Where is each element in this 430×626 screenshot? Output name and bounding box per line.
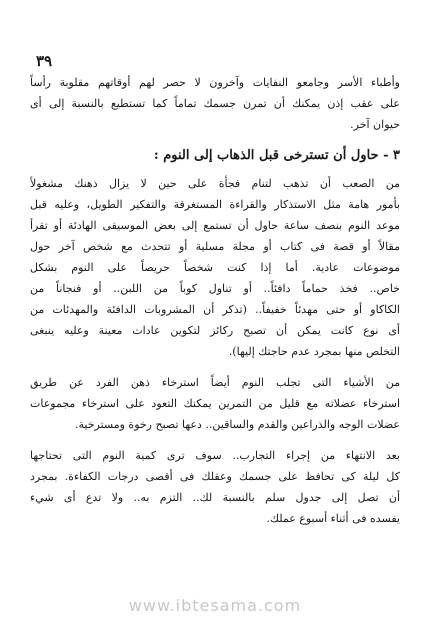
text-line: عضلات الوجه والذراعين والقدم والساقين.. دعها تصبح رخوة ومسترخية. (75, 418, 400, 431)
text-line: يفسده فى أثناء أسبوع عملك. (266, 512, 400, 525)
text-line: خاص.. فخذ حماماً دافئاً.. أو تناول كوباً من اللبن.. أو فنجاناً من (30, 282, 400, 295)
text-line: كل ليلة كى تحافظ على جسمك وعقلك فى أقصى درجات الكفاءة. بمجرد (30, 470, 400, 483)
text-line: أى نوع كانت يمكن أن تصبح ركائز لتكوين عادات معينة وعليه ينبغى (30, 324, 400, 337)
text-line: التخلص منها بمجرد عدم حاجتك إليها). (228, 345, 400, 358)
text-line: من الصعب أن تذهب لتنام فجأة على حين لا يزال ذهنك مشغولاً (30, 177, 400, 190)
page-number: ٣٩ (36, 52, 53, 70)
text-line: موضوعات عادية. أما إذا كنت شخصاً حريصاً على النوم بشكل (30, 261, 400, 274)
text-line: استرخاء عضلاته مع قليل من التمرين يمكنك التعود على استرخاء مجموعات (30, 397, 400, 410)
paragraph-2 (30, 372, 400, 435)
intro-paragraph (30, 72, 400, 135)
paragraph-3 (30, 445, 400, 529)
text-line: الكاكاو أو حتى مهدئاً خفيفاً.. (تذكر أن المشروبات الدافئة والمهدئات من (30, 303, 400, 316)
text-line: مقالاً أو قصة فى كتاب أو مجلة مسلية أو تتحدث مع شخص آخر حول (30, 240, 400, 253)
text-line: بعد الانتهاء من إجراء التجارب.. سوف ترى كمية النوم التى تحتاجها (30, 449, 400, 462)
text-line: وأطباء الأسر وجامعو النفايات وآخرون لا حصر لهم أوقاتهم مقلوبة رأساً (30, 76, 400, 89)
text-line: أن تصل إلى جدول سلم بالنسبة لك.. التزم به.. ولا تدع أى شيء (30, 491, 400, 504)
text-line: من الأشياء التى تجلب النوم أيضاً استرخاء ذهن الفرد عن طريق (30, 376, 400, 389)
page-body (30, 72, 400, 539)
text-line: موعد النوم بنصف ساعة حاول أن تستمع إلى بعض الموسيقى الهادئة أو تقرأ (30, 219, 400, 232)
section-heading: ٣ - حاول أن تسترخى قبل الذهاب إلى النوم : (153, 148, 400, 163)
watermark: www.ibtesama.com (128, 596, 302, 615)
paragraph-1 (30, 173, 400, 362)
text-line: بأمور هامة مثل الاستذكار والقراءة المستغرقة والتفكير الطويل، وعليه قبل (30, 198, 400, 211)
text-line: على عقب إذن يمكنك أن تمرن جسمك تماماً كما تستطيع بالنسبة إلى أى (30, 97, 400, 110)
text-line: حيوان آخر. (350, 118, 400, 131)
